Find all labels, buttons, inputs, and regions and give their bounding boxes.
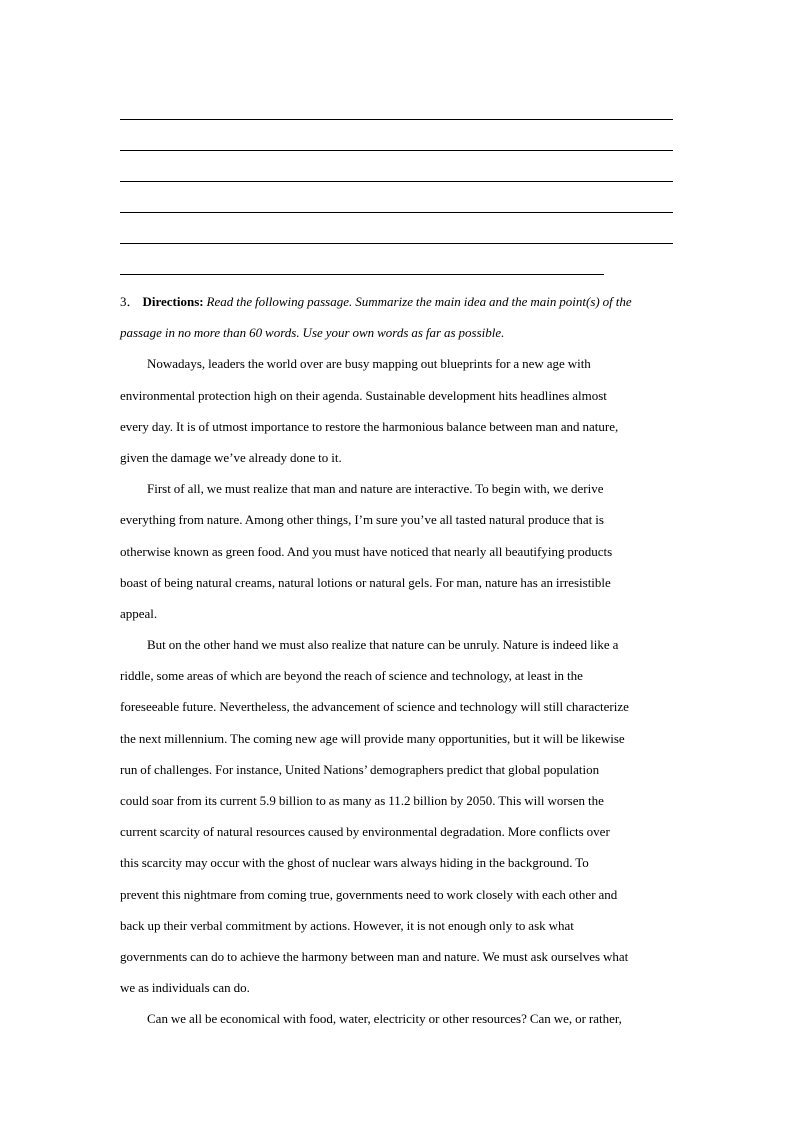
answer-line [120,243,673,244]
passage-paragraph-1 [120,348,676,473]
answer-line [120,150,673,151]
passage-line: prevent this nightmare from coming true, governments need to work closely with each other and [120,886,618,902]
passage-line: foreseeable future. Nevertheless, the advancement of science and technology will still characterize [120,699,629,715]
directions-label: Directions: [142,294,204,309]
question-content [120,286,676,1035]
passage-line: riddle, some areas of which are beyond the reach of science and technology, at least in the [120,668,583,684]
passage-line: governments can do to achieve the harmony between man and nature. We must ask ourselves what [120,948,629,964]
passage-line: First of all, we must realize that man and nature are interactive. To begin with, we derive [147,481,604,497]
passage-line: run of challenges. For instance, United Nations’ demographers predict that global population [120,761,600,777]
passage-line: we as individuals can do. [120,980,250,996]
question-number: 3． [120,294,140,309]
passage-paragraph-4 [120,1003,676,1034]
passage-line: could soar from its current 5.9 billion to as many as 11.2 billion by 2050. This will worsen the [120,793,604,808]
answer-line [120,119,673,120]
passage-line: current scarcity of natural resources caused by environmental degradation. More conflicts over [120,824,610,840]
passage-line: boast of being natural creams, natural lotions or natural gels. For man, nature has an irresistible [120,574,611,590]
passage-line: this scarcity may occur with the ghost of nuclear wars always hiding in the background. To [120,855,589,871]
passage-line: back up their verbal commitment by actions. However, it is not enough only to ask what [120,917,574,933]
passage-line: environmental protection high on their agenda. Sustainable development hits headlines almost [120,387,607,403]
passage-paragraph-3 [120,629,676,1003]
passage-line: everything from nature. Among other things, I’m sure you’ve all tasted natural produce that is [120,512,604,528]
passage-line: every day. It is of utmost importance to restore the harmonious balance between man and nature, [120,418,619,434]
passage-line: Can we all be economical with food, water, electricity or other resources? Can we, or rather, [147,1011,622,1027]
passage-line: otherwise known as green food. And you must have noticed that nearly all beautifying products [120,543,613,559]
directions-text: Read the following passage. Summarize the main idea and the main point(s) of the [203,294,632,309]
passage-line: appeal. [120,605,158,621]
answer-line [120,212,673,213]
answer-line [120,181,673,182]
passage-line: Nowadays, leaders the world over are busy mapping out blueprints for a new age with [147,356,591,372]
directions-line-1 [120,286,676,317]
passage-line: But on the other hand we must also realize that nature can be unruly. Nature is indeed like a [147,637,619,653]
answer-line [120,274,604,275]
passage-paragraph-2 [120,473,676,629]
directions-line-2: passage in no more than 60 words. Use your own words as far as possible. [120,325,505,341]
passage-line: given the damage we’ve already done to it. [120,449,342,465]
passage-line: the next millennium. The coming new age will provide many opportunities, but it will be likewise [120,730,625,746]
